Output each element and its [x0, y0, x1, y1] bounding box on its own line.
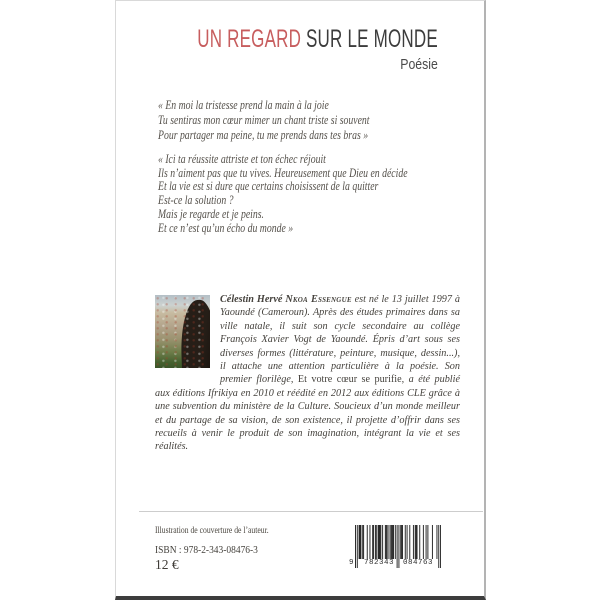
- quote-line: Et la vie est si dure que certains choisissent de la quitter: [158, 179, 379, 194]
- quote-line: « En moi la tristesse prend la main à la joie: [158, 98, 329, 112]
- bio-text-1: est né le 13 juillet 1997 à Yaoundé (Cameroun). Après des études primaires dans sa ville natale, il suit son cycle secondaire au collège François Xavier Vogt de Yaoundé. Épris d’art sous ses diverses formes (littérature, peinture, musique, dessin...), il attache une attention particulière à la poésie. Son premier florilège,: [220, 294, 461, 386]
- author-photo: [155, 295, 210, 368]
- bio-text-2: , a été publié aux éditions Ifrikiya en 2010 et réédité en 2012 aux éditions CLE grâce à une subvention du ministère de la Culture. Soucieux d’un monde meilleur et du partage de sa vision, de son existence, il projette d’offrir dans ses recueils à venir le produit de son imagination, intégrant la vie et ses réalités.: [155, 374, 460, 453]
- quote-line: Est-ce la solution ?: [158, 193, 234, 208]
- title-rest: SUR LE MONDE: [301, 25, 438, 53]
- quote-block-1: [158, 98, 370, 143]
- price-text: 12 €: [155, 557, 179, 572]
- previous-book-title: Et votre cœur se purifie: [297, 374, 402, 386]
- quote-line: Et ce n’est qu’un écho du monde »: [158, 220, 294, 235]
- barcode-digits: [349, 559, 443, 568]
- cover-credit: Illustration de couverture de l’auteur.: [155, 525, 269, 535]
- author-first-names: Célestin Hervé: [220, 294, 286, 305]
- isbn-text: ISBN : 978-2-343-08476-3: [155, 545, 258, 556]
- quote-block-2: [158, 153, 408, 235]
- head-silhouette: [179, 299, 210, 368]
- quote-line: Mais je regarde et je peins.: [158, 206, 264, 221]
- title-accent: UN REGARD: [197, 25, 302, 53]
- quote-line: Ils n’aiment pas que tu vives. Heureusement que Dieu en décide: [158, 165, 408, 180]
- genre-subtitle: Poésie: [400, 56, 438, 73]
- barcode-digits-left: 782343: [363, 559, 394, 567]
- book-back-cover: [115, 0, 486, 600]
- quote-line: Tu sentiras mon cœur mimer un chant triste si souvent: [158, 113, 370, 127]
- barcode-digit-first: 9: [349, 559, 354, 567]
- quote-line: Pour partager ma peine, tu me prends dans tes bras »: [158, 128, 369, 142]
- ean13-barcode: [349, 525, 443, 568]
- author-surname: Nkoa Essengue: [285, 294, 352, 305]
- barcode-digits-right: 084763: [402, 559, 433, 567]
- author-bio: [155, 293, 460, 454]
- footer-divider: [139, 511, 483, 512]
- quote-line: « Ici ta réussite attriste et ton échec réjouit: [158, 152, 326, 166]
- page-title: [197, 25, 438, 54]
